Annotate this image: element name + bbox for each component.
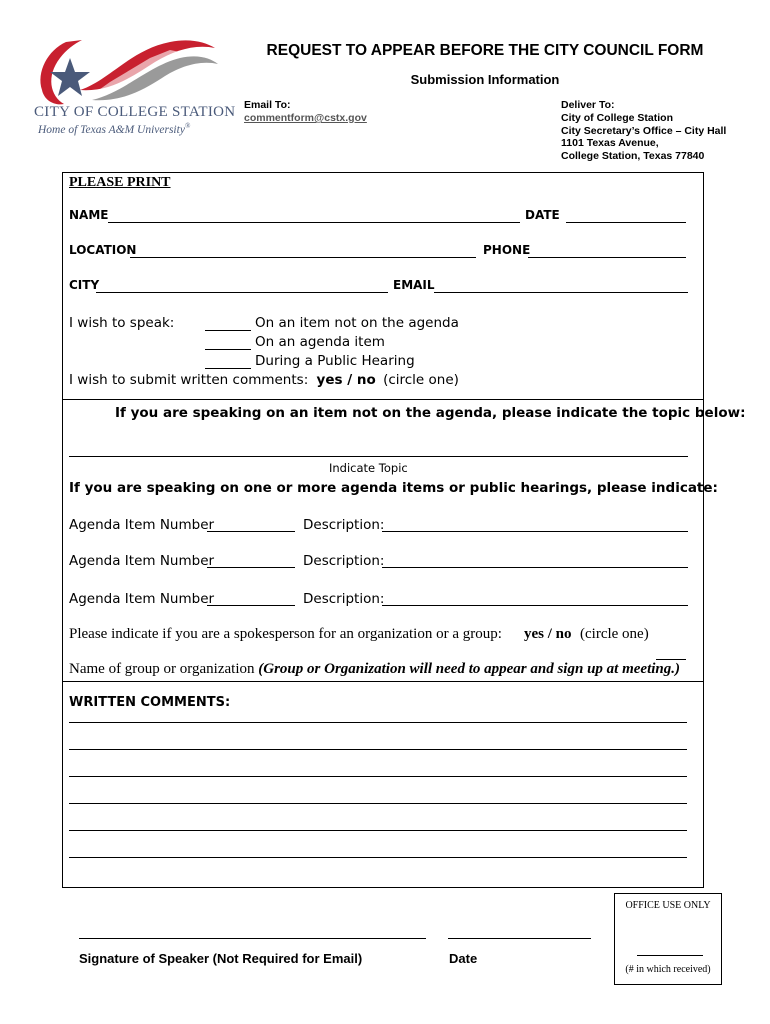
deliver-line: City Secretary’s Office – City Hall (561, 124, 727, 137)
agenda-item-label: Agenda Item Number (69, 553, 215, 569)
name-field[interactable] (108, 222, 520, 223)
deliver-address (561, 112, 726, 162)
city-label: CITY (69, 278, 100, 292)
spokesperson-yes-no[interactable]: yes / no (524, 626, 572, 642)
phone-label: PHONE (483, 243, 531, 257)
topic-field[interactable] (69, 456, 688, 457)
office-use-title: OFFICE USE ONLY (625, 900, 711, 911)
speak-label: I wish to speak: (69, 315, 175, 331)
deliver-to-label: Deliver To: (561, 99, 615, 111)
comment-line[interactable] (69, 776, 687, 777)
agenda-item-field[interactable] (207, 567, 295, 568)
signature-field[interactable] (79, 938, 426, 939)
signature-label: Signature of Speaker (Not Required for Email) (79, 951, 363, 966)
location-label: LOCATION (69, 243, 137, 257)
agenda-item-label: Agenda Item Number (69, 517, 215, 533)
logo-tagline (38, 122, 190, 136)
divider (62, 681, 703, 682)
written-comments-heading: WRITTEN COMMENTS: (69, 695, 231, 710)
comment-line[interactable] (69, 803, 687, 804)
deliver-line: 1101 Texas Avenue, (561, 137, 659, 149)
speak-option: During a Public Hearing (255, 353, 415, 369)
office-use-caption: (# in which received) (625, 964, 711, 975)
speak-blank[interactable] (205, 349, 251, 350)
group-name-note: (Group or Organization will need to appear and sign up at meeting.) (258, 661, 680, 677)
email-to-link[interactable]: commentform@cstx.gov (244, 112, 367, 124)
name-label: NAME (69, 208, 109, 222)
spokesperson-question: Please indicate if you are a spokesperson for an organization or a group: (69, 626, 502, 642)
speak-option: On an agenda item (255, 334, 385, 350)
agenda-desc-field[interactable] (382, 567, 688, 568)
comment-line[interactable] (69, 749, 687, 750)
comment-line[interactable] (69, 830, 687, 831)
written-circle-one: (circle one) (383, 372, 459, 388)
logo-tagline-text: Home of Texas A&M University (38, 123, 185, 136)
spokesperson-blank[interactable] (656, 659, 686, 660)
group-name-label: Name of group or organization (69, 661, 255, 677)
topic-caption: Indicate Topic (329, 461, 408, 475)
speak-blank[interactable] (205, 368, 251, 369)
agenda-heading: If you are speaking on one or more agenda items or public hearings, please indicate: (69, 480, 718, 496)
agenda-desc-field[interactable] (382, 605, 688, 606)
agenda-item-field[interactable] (207, 605, 295, 606)
deliver-line: City of College Station (561, 112, 674, 124)
written-label: I wish to submit written comments: (69, 372, 309, 388)
speak-blank[interactable] (205, 330, 251, 331)
email-field[interactable] (434, 292, 688, 293)
deliver-line: College Station, Texas 77840 (561, 149, 705, 162)
please-print-label: PLEASE PRINT (69, 175, 171, 190)
footer-date-label: Date (449, 951, 478, 966)
footer-date-field[interactable] (448, 938, 591, 939)
agenda-desc-label: Description: (303, 591, 385, 607)
office-use-box (614, 893, 722, 985)
email-to-label: Email To: (244, 99, 291, 111)
topic-heading: If you are speaking on an item not on the agenda, please indicate the topic below: (115, 405, 746, 421)
spokesperson-circle-one: (circle one) (580, 626, 649, 642)
agenda-desc-label: Description: (303, 517, 385, 533)
date-label: DATE (525, 208, 560, 222)
phone-field[interactable] (528, 257, 686, 258)
agenda-desc-label: Description: (303, 553, 385, 569)
city-logo (30, 30, 236, 140)
agenda-desc-field[interactable] (382, 531, 688, 532)
logo-star-swoosh-icon (30, 30, 230, 110)
office-use-field[interactable] (637, 955, 703, 956)
speak-option: On an item not on the agenda (255, 315, 459, 331)
written-yes-no[interactable]: yes / no (316, 372, 376, 388)
agenda-item-label: Agenda Item Number (69, 591, 215, 607)
group-name-row (69, 661, 680, 678)
divider (62, 399, 703, 400)
form-title: REQUEST TO APPEAR BEFORE THE CITY COUNCIL FORM (266, 42, 704, 59)
form-subtitle: Submission Information (410, 72, 560, 87)
logo-city-name: CITY OF COLLEGE STATION (34, 104, 236, 120)
written-comments-question (69, 372, 459, 388)
comment-line[interactable] (69, 722, 687, 723)
location-field[interactable] (130, 257, 476, 258)
city-field[interactable] (96, 292, 388, 293)
comment-line[interactable] (69, 857, 687, 858)
date-field[interactable] (566, 222, 686, 223)
email-label: EMAIL (393, 278, 435, 292)
logo-reg-mark: ® (184, 122, 191, 130)
agenda-item-field[interactable] (207, 531, 295, 532)
